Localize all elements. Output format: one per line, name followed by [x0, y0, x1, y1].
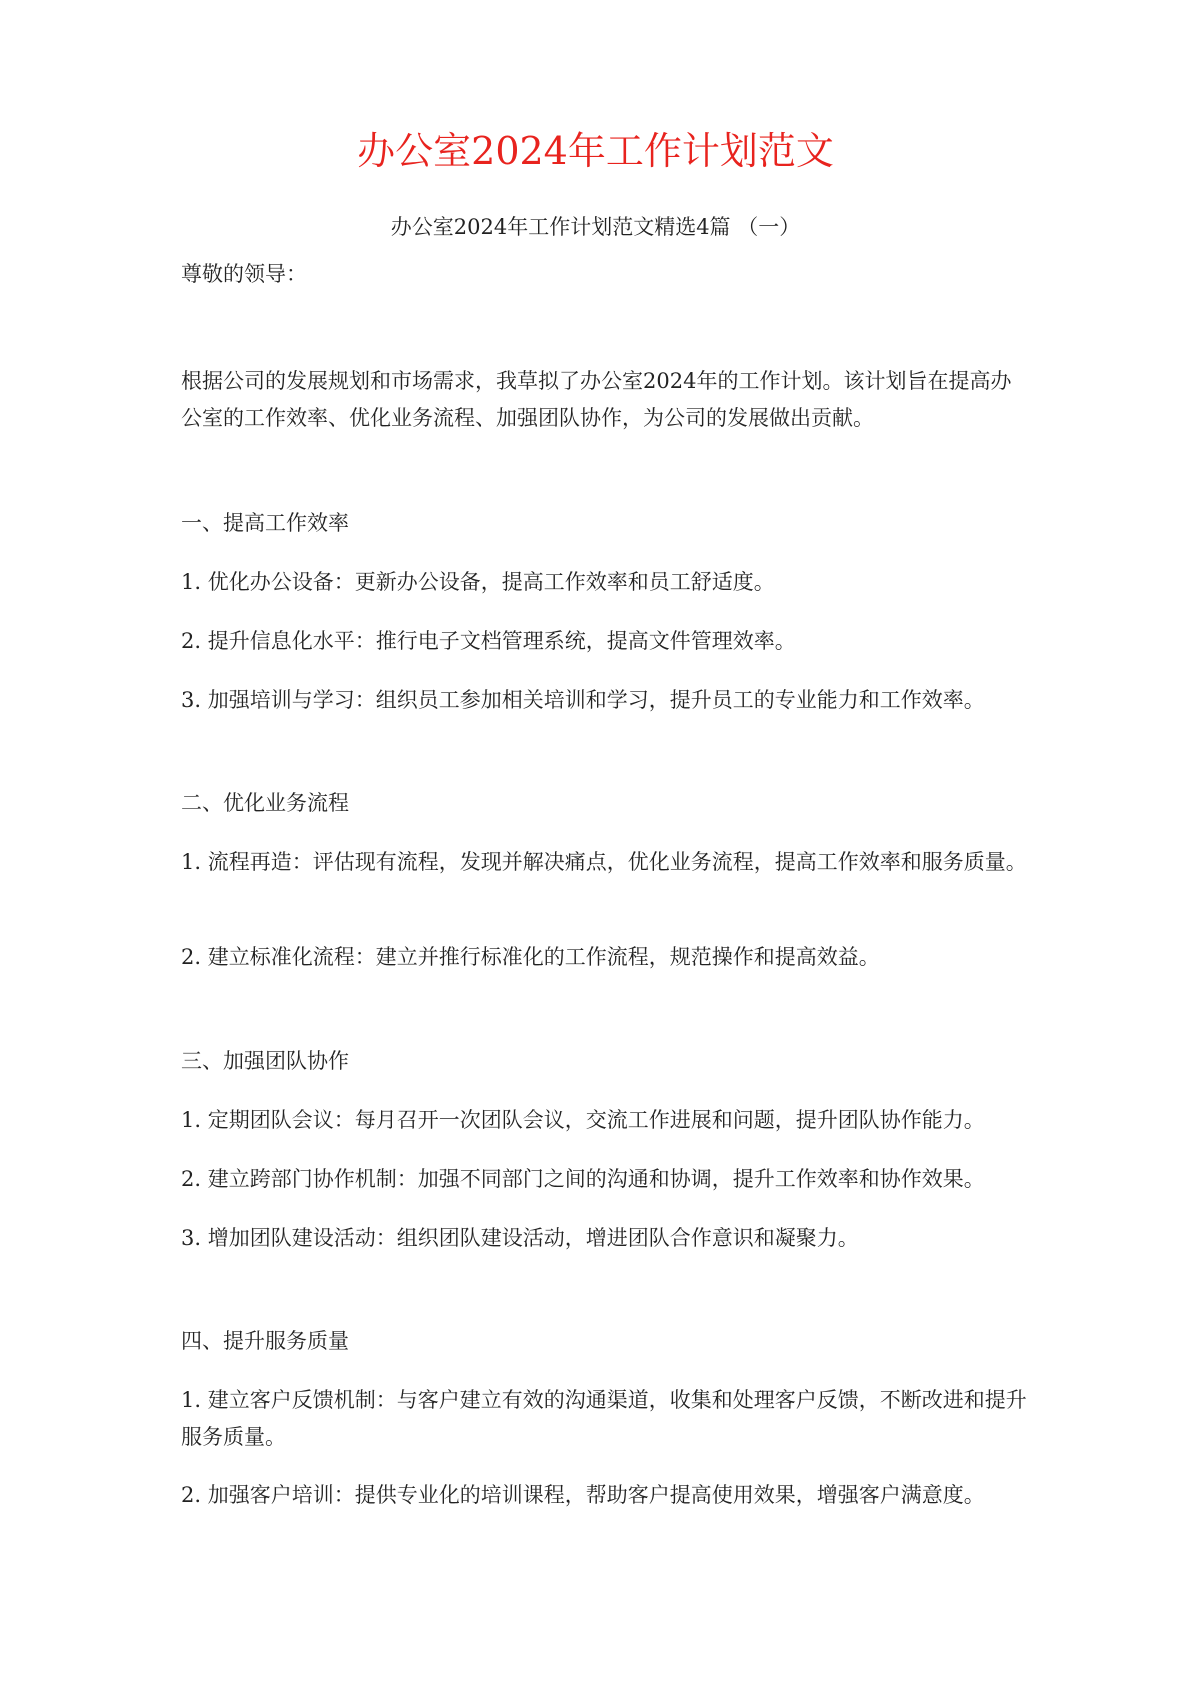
list-item: 1. 建立客户反馈机制：与客户建立有效的沟通渠道，收集和处理客户反馈，不断改进和提升服务质量。: [181, 1388, 1027, 1449]
section-heading-1: 一、提高工作效率: [181, 511, 349, 535]
list-item: 1. 流程再造：评估现有流程，发现并解决痛点，优化业务流程，提高工作效率和服务质量。: [181, 850, 1027, 874]
section-heading-2: 二、优化业务流程: [181, 791, 349, 815]
list-item: 2. 建立跨部门协作机制：加强不同部门之间的沟通和协调，提升工作效率和协作效果。: [181, 1167, 985, 1191]
document-title: 办公室2024年工作计划范文: [357, 129, 834, 173]
document-subtitle: 办公室2024年工作计划范文精选4篇 （一）: [390, 215, 801, 239]
list-item: 1. 优化办公设备：更新办公设备，提高工作效率和员工舒适度。: [181, 570, 775, 594]
list-item: 2. 提升信息化水平：推行电子文档管理系统，提高文件管理效率。: [181, 629, 796, 653]
section-heading-4: 四、提升服务质量: [181, 1329, 349, 1353]
intro-paragraph: 根据公司的发展规划和市场需求，我草拟了办公室2024年的工作计划。该计划旨在提高办公室的工作效率、优化业务流程、加强团队协作，为公司的发展做出贡献。: [181, 369, 1012, 430]
list-item: 1. 定期团队会议：每月召开一次团队会议，交流工作进展和问题，提升团队协作能力。: [181, 1108, 985, 1132]
list-item: 3. 加强培训与学习：组织员工参加相关培训和学习，提升员工的专业能力和工作效率。: [181, 688, 985, 712]
salutation: 尊敬的领导：: [181, 262, 307, 286]
list-item: 3. 增加团队建设活动：组织团队建设活动，增进团队合作意识和凝聚力。: [181, 1226, 859, 1250]
list-item: 2. 加强客户培训：提供专业化的培训课程，帮助客户提高使用效果，增强客户满意度。: [181, 1483, 985, 1507]
list-item: 2. 建立标准化流程：建立并推行标准化的工作流程，规范操作和提高效益。: [181, 945, 880, 969]
section-heading-3: 三、加强团队协作: [181, 1049, 349, 1073]
